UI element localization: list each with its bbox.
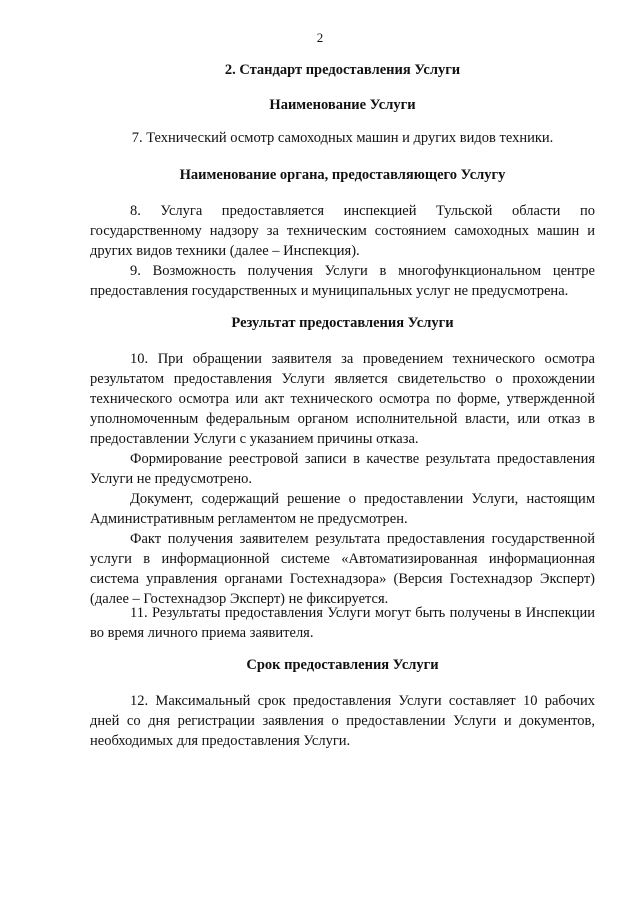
paragraph-10: 10. При обращении заявителя за проведением технического осмотра результатом предоставления Услуги является свидетельство о прохождении технического осмотра или акт технического осмотра по форме, утвержденной уполномоченным федеральным органом исполнительной власти, или отказ в предоставлении Услуги с указанием причины отказа. (90, 351, 595, 447)
heading-term: Срок предоставления Услуги (246, 657, 439, 673)
heading-result: Результат предоставления Услуги (231, 315, 454, 331)
paragraph-7: 7. Технический осмотр самоходных машин и других видов техники. (131, 130, 554, 146)
heading-service-name: Наименование Услуги (269, 97, 416, 113)
paragraph-12: 12. Максимальный срок предоставления Услуги составляет 10 рабочих дней со дня регистрации заявления о предоставлении Услуги и документов, необходимых для предоставления Услуги. (90, 693, 595, 749)
paragraph-8: 8. Услуга предоставляется инспекцией Тульской области по государственному надзору за техническим состоянием самоходных машин и других видов техники (далее – Инспекция). (90, 203, 595, 259)
paragraph-document: Документ, содержащий решение о предоставлении Услуги, настоящим Административным регламентом не предусмотрен. (90, 491, 595, 527)
paragraph-11: 11. Результаты предоставления Услуги могут быть получены в Инспекции во время личного приема заявителя. (90, 605, 595, 641)
page-number: 2 (316, 30, 324, 45)
paragraph-9: 9. Возможность получения Услуги в многофункциональном центре предоставления государственных и муниципальных услуг не предусмотрена. (90, 263, 595, 299)
section-title-standard: 2. Стандарт предоставления Услуги (224, 62, 461, 78)
paragraph-fact: Факт получения заявителем результата предоставления государственной услуги в информационной системе «Автоматизированная информационная система управления органами Гостехнадзора» (Версия Гостехнадзор Эксперт) (далее – Гостехнадзор Эксперт) не фиксируется. (90, 531, 595, 607)
heading-authority: Наименование органа, предоставляющего Услугу (179, 167, 506, 183)
paragraph-registry: Формирование реестровой записи в качестве результата предоставления Услуги не предусмотрено. (90, 451, 595, 487)
